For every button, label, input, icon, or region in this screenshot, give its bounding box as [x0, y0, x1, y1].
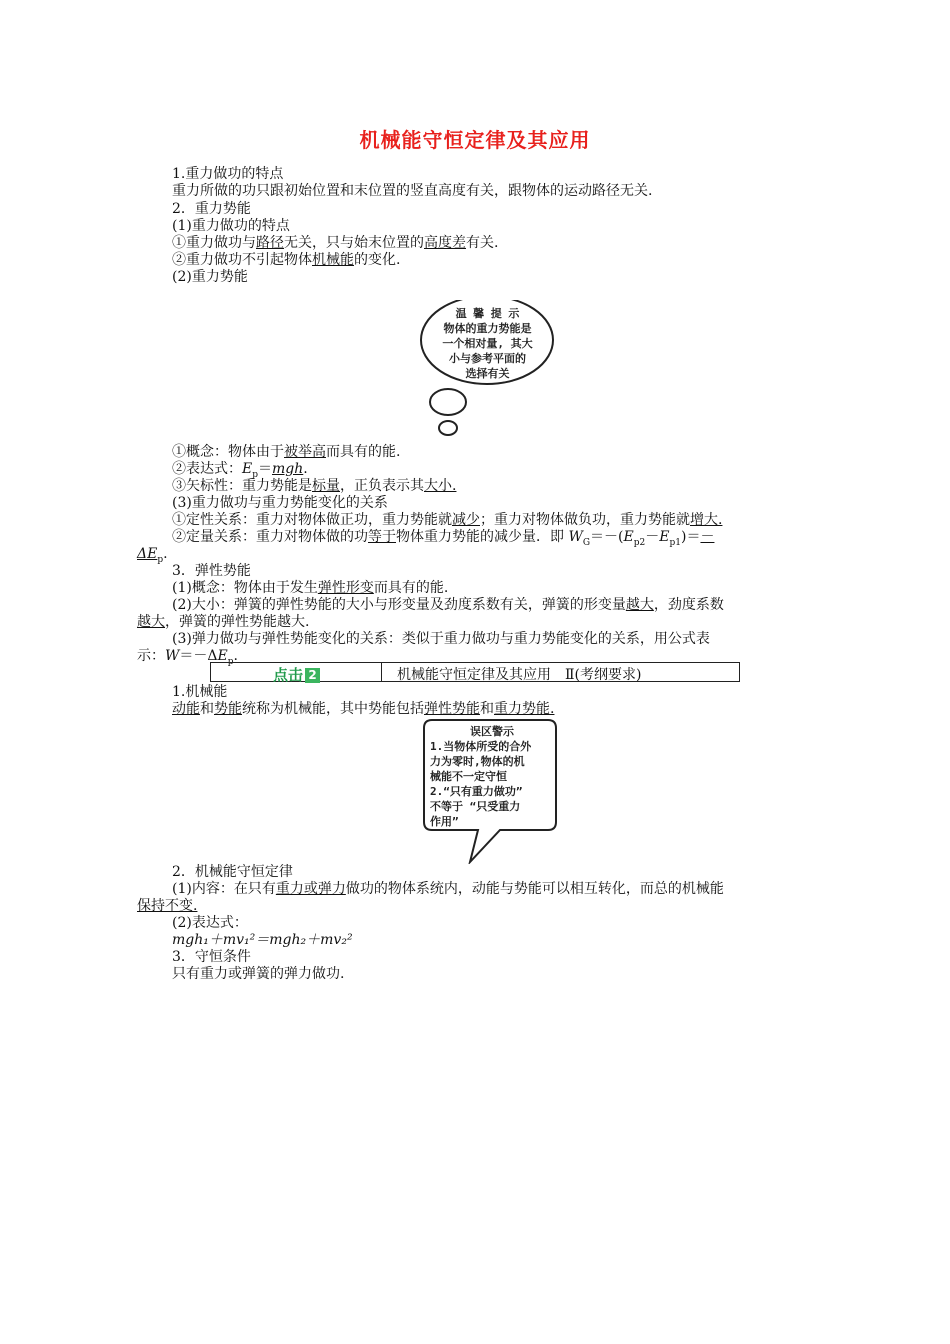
- cloud-heading: 温 馨 提 示: [455, 307, 520, 320]
- paragraph: 重力所做的功只跟初始位置和末位置的竖直高度有关，跟物体的运动路径无关.: [172, 183, 653, 199]
- banner-label-cell: [211, 663, 382, 684]
- tip-cloud: [420, 300, 560, 440]
- warning-content: [430, 724, 554, 829]
- paragraph: ②定量关系：重力对物体做的功等于物体重力势能的减少量．即 $W_G=-(E_{p2}-E_{p1})=-$: [172, 529, 715, 548]
- warning-line: 械能不一定守恒: [430, 770, 507, 783]
- section-heading: 3．守恒条件: [172, 949, 251, 965]
- warning-heading: 误区警示: [470, 725, 514, 738]
- section-heading: 1.机械能: [172, 684, 228, 700]
- paragraph: ①定性关系：重力对物体做正功，重力势能就减少；重力对物体做负功，重力势能就增大.: [172, 512, 723, 528]
- subheading: (2)表达式：: [172, 915, 248, 931]
- banner-label: 点击 2: [273, 664, 320, 685]
- paragraph: ②表达式：$E_p=mgh$.: [172, 461, 308, 480]
- paragraph: ①重力做功与路径无关，只与始末位置的高度差有关.: [172, 235, 499, 251]
- subheading: (2)重力势能: [172, 269, 248, 285]
- banner-text: 机械能守恒定律及其应用 Ⅱ(考纲要求): [397, 667, 642, 683]
- paragraph: 示：$W=-\Delta E_p$.: [137, 648, 238, 667]
- paragraph: 保持不变.: [137, 898, 198, 914]
- page-title: 机械能守恒定律及其应用: [359, 128, 591, 152]
- paragraph: 动能和势能统称为机械能，其中势能包括弹性势能和重力势能.: [172, 701, 555, 717]
- point-banner: [210, 662, 740, 682]
- warning-line: 不等于 “只受重力: [430, 800, 521, 813]
- section-heading: 1.重力做功的特点: [172, 166, 284, 182]
- warning-line: 1.当物体所受的合外: [430, 740, 532, 753]
- section-heading: 2．重力势能: [172, 201, 251, 217]
- paragraph: 只有重力或弹簧的弹力做功.: [172, 966, 345, 982]
- banner-number: 2: [305, 668, 320, 683]
- paragraph: ①概念：物体由于被举高而具有的能.: [172, 444, 401, 460]
- cloud-line: 选择有关: [465, 367, 510, 380]
- cloud-line: 物体的重力势能是: [443, 322, 532, 335]
- paragraph: (1)概念：物体由于发生弹性形变而具有的能.: [172, 580, 449, 596]
- paragraph: $\Delta E_p$.: [137, 546, 168, 565]
- formula: mgh₁＋mv₁²＝mgh₂＋mv₂²: [172, 932, 353, 948]
- warning-line: 2.“只有重力做功”: [430, 785, 523, 798]
- paragraph: ③矢标性：重力势能是标量，正负表示其大小.: [172, 478, 457, 494]
- warning-line: 作用”: [430, 815, 459, 828]
- cloud-line: 一个相对量, 其大: [442, 337, 533, 350]
- section-heading: 2．机械能守恒定律: [172, 864, 293, 880]
- section-heading: 3．弹性势能: [172, 563, 251, 579]
- cloud-line: 小与参考平面的: [449, 352, 526, 365]
- subheading: (3)重力做功与重力势能变化的关系: [172, 495, 388, 511]
- subheading: (1)重力做功的特点: [172, 218, 290, 234]
- warning-line: 力为零时,物体的机: [430, 755, 525, 768]
- paragraph: (3)弹力做功与弹性势能变化的关系：类似于重力做功与重力势能变化的关系，用公式表: [172, 631, 710, 647]
- paragraph: (2)大小：弹簧的弹性势能的大小与形变量及劲度系数有关，弹簧的形变量越大，劲度系数: [172, 597, 724, 613]
- paragraph: (1)内容：在只有重力或弹力做功的物体系统内，动能与势能可以相互转化，而总的机械能: [172, 881, 724, 897]
- paragraph: ②重力做功不引起物体机械能的变化.: [172, 252, 401, 268]
- paragraph: 越大，弹簧的弹性势能越大.: [137, 614, 310, 630]
- warning-callout: [420, 718, 560, 864]
